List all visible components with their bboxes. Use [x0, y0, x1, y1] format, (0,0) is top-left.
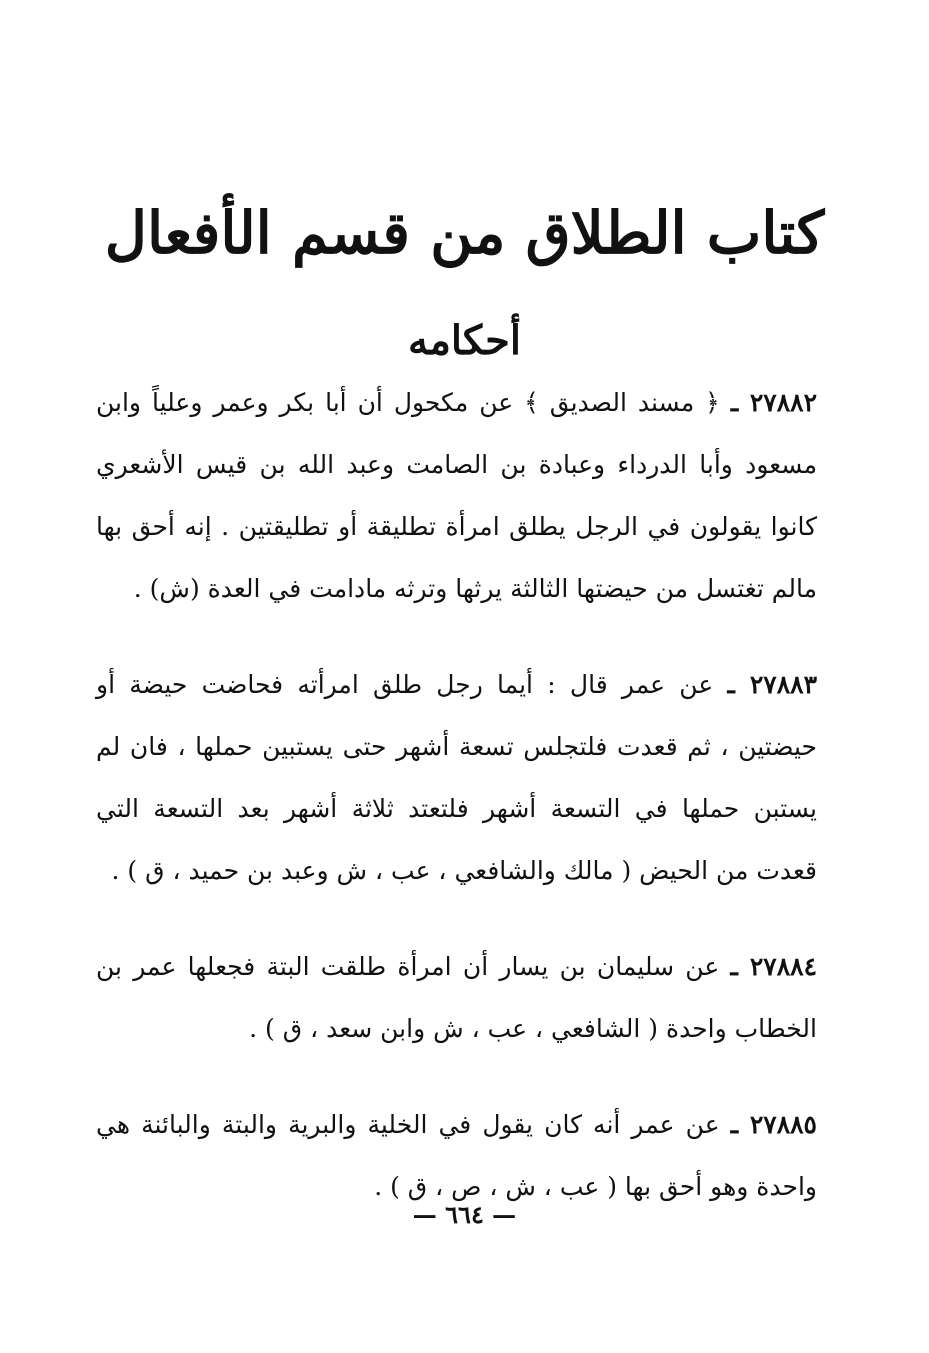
hadith-paragraph — [96, 654, 817, 902]
hadith-paragraph — [96, 372, 817, 620]
hadith-text: عن عمر أنه كان يقول في الخلية والبرية والبتة والبائنة هي واحدة وهو أحق بها ( عب ، ش ، ص ، ق ) . — [96, 1110, 817, 1201]
hadith-text: ﴿ مسند الصديق ﴾ عن مكحول أن أبا بكر وعمر وعلياً وابن مسعود وأبا الدرداء وعبادة بن الصامت وعبد الله بن قيس الأشعري كانوا يقولون في الرجل يطلق امرأة تطليقة أو تطليقتين . إنه أحق بها مالم تغتسل من حيضتها الثالثة يرثها وترثه مادامت في العدة (ش) . — [96, 388, 817, 603]
hadith-number: ٢٧٨٨٣ ـ — [727, 670, 818, 699]
hadith-number: ٢٧٨٨٥ ـ — [730, 1110, 817, 1139]
hadith-number: ٢٧٨٨٤ ـ — [730, 952, 817, 981]
section-title: أحكامه — [408, 317, 521, 365]
hadith-list — [96, 372, 817, 1252]
hadith-number: ٢٧٨٨٢ ـ — [730, 388, 817, 417]
hadith-text: عن سليمان بن يسار أن امرأة طلقت البتة فجعلها عمر بن الخطاب واحدة ( الشافعي ، عب ، ش وابن سعد ، ق ) . — [96, 952, 817, 1043]
page-number: — ٦٦٤ — — [412, 1200, 517, 1229]
book-title: كتاب الطلاق من قسم الأفعال — [104, 198, 825, 267]
hadith-paragraph — [96, 936, 817, 1060]
hadith-text: عن عمر قال : أيما رجل طلق امرأته فحاضت حيضة أو حيضتين ، ثم قعدت فلتجلس تسعة أشهر حتى يستبين حملها ، فان لم يستبن حملها في التسعة أشهر فلتعتد ثلاثة أشهر بعد التسعة التي قعدت من الحيض ( مالك والشافعي ، عب ، ش وعبد بن حميد ، ق ) . — [96, 670, 817, 885]
